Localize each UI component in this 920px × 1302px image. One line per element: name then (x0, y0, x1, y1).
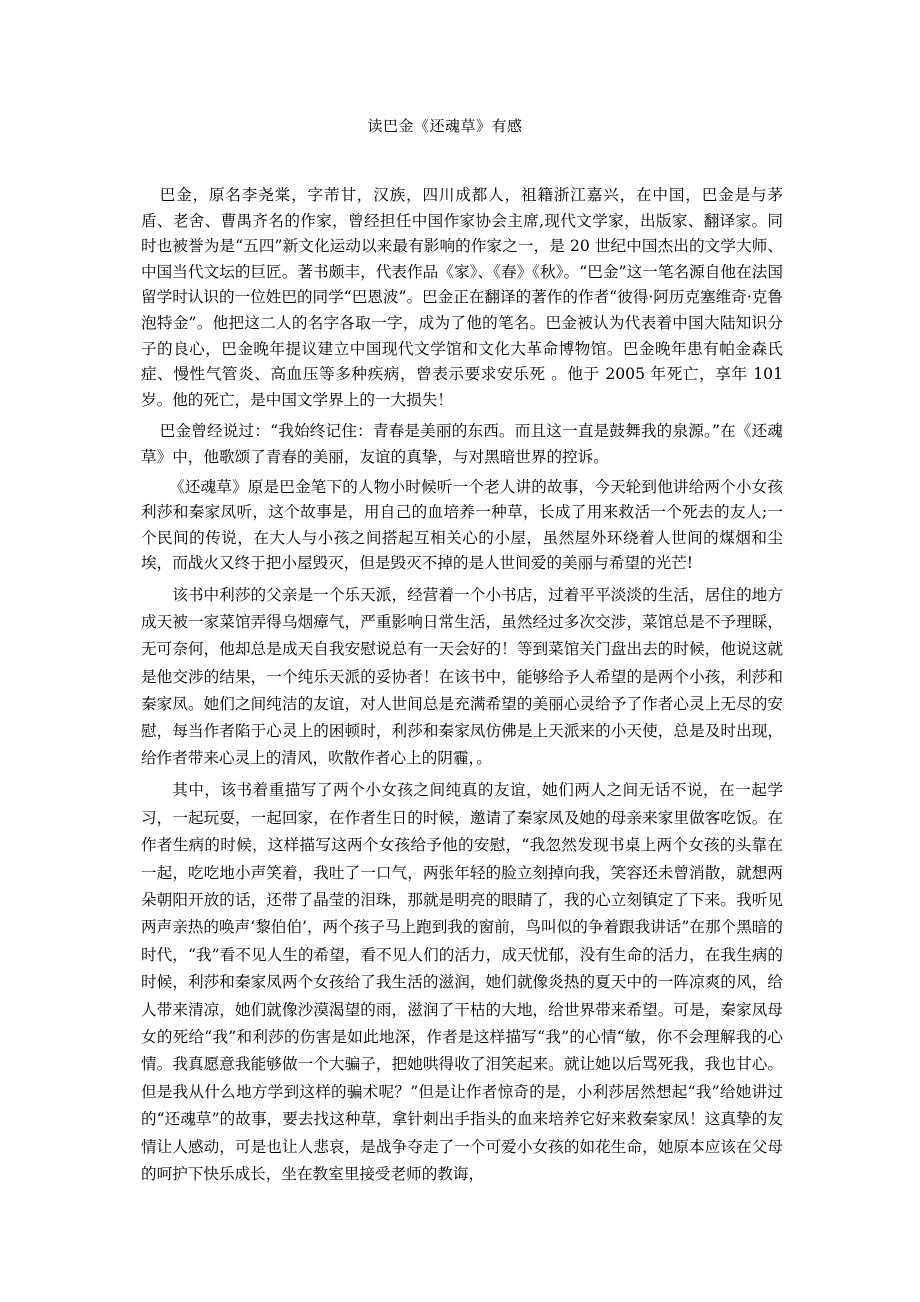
document-title: 读巴金《还魂草》有感 (367, 117, 523, 135)
paragraph-friendship: 其中，该书着重描写了两个小女孩之间纯真的友谊，她们两人之间无话不说，在一起学习，一起玩耍，一起回家，在作者生日的时候，邀请了秦家凤及她的母亲来家里做客吃饭。在作者生病的时候，这样描写这两个女孩给予他的安慰，“我忽然发现书桌上两个女孩的头靠在一起，吃吃地小声笑着，我吐了一口气，两张年轻的脸立刻掉向我，笑容还未曾消散，就想两朵朝阳开放的话，还带了晶莹的泪珠，那就是明亮的眼睛了，我的心立刻镇定了下来。我听见两声亲热的唤声‘黎伯伯’，两个孩子马上跑到我的窗前，鸟叫似的争着跟我讲话”在那个黑暗的时代，“我”看不见人生的希望，看不见人们的活力，成天忧郁，没有生命的活力，在我生病的时候，利莎和秦家凤两个女孩给了我生活的滋润，她们就像炎热的夏天中的一阵凉爽的风，给人带来清凉，她们就像沙漠渴望的雨，滋润了干枯的大地，给世界带来希望。可是，秦家凤母女的死给“我”和利莎的伤害是如此地深，作者是这样描写“我”的心情“敏，你不会理解我的心情。我真愿意我能够做一个大骗子，把她哄得收了泪笑起来。就让她以后骂死我，我也甘心。但是我从什么地方学到这样的骗术呢？”但是让作者惊奇的是，小利莎居然想起“我”给她讲过的“还魂草”的故事，要去找这种草，拿针刺出手指头的血来培养它好来救秦家凤！这真挚的友情让人感动，可是也让人悲哀，是战争夺走了一个可爱小女孩的如花生命，她原本应该在父母的呵护下快乐成长，坐在教室里接受老师的教诲， (141, 781, 783, 1184)
paragraph-father: 该书中利莎的父亲是一个乐天派，经营着一个小书店，过着平平淡淡的生活，居住的地方成天被一家菜馆弄得乌烟瘴气，严重影响日常生活，虽然经过多次交涉，菜馆总是不予理睬，无可奈何，他却总是成天自我安慰说总有一天会好的！等到菜馆关门盘出去的时候，他说这就是他交涉的结果，一个纯乐天派的妥协者！在该书中，能够给予人希望的是两个小孩，利莎和秦家凤。她们之间纯洁的友谊，对人世间总是充满希望的美丽心灵给予了作者心灵上无尽的安慰，每当作者陷于心灵上的困顿时，利莎和秦家凤仿佛是上天派来的小天使，总是及时出现，给作者带来心灵上的清风，吹散作者心上的阴霾，。 (141, 585, 783, 768)
document-body (141, 183, 783, 1188)
paragraph-story: 《还魂草》原是巴金笔下的人物小时候听一个老人讲的故事，今天轮到他讲给两个小女孩利莎和秦家凤听，这个故事是，用自己的血培养一种草，长成了用来救活一个死去的友人;一个民间的传说，在大人与小孩之间搭起互相关心的小屋，虽然屋外环绕着人世间的煤烟和尘埃，而战火又终于把小屋毁灭，但是毁灭不掉的是人世间爱的美丽与希望的光芒! (141, 477, 783, 573)
paragraph-intro: 巴金，原名李尧棠，字芾甘，汉族，四川成都人，祖籍浙江嘉兴，在中国，巴金是与茅盾、老舍、曹禺齐名的作家，曾经担任中国作家协会主席,现代文学家，出版家、翻译家。同时也被誉为是“五四”新文化运动以来最有影响的作家之一，是 20 世纪中国杰出的文学大师、中国当代文坛的巨匠。著书颇丰，代表作品《家》、《春》《秋》。“巴金”这一笔名源自他在法国留学时认识的一位姓巴的同学“巴恩波”。巴金正在翻译的著作的作者“彼得·阿历克塞维奇·克鲁泡特金”。他把这二人的名字各取一字，成为了他的笔名。巴金被认为代表着中国大陆知识分子的良心，巴金晚年提议建立中国现代文学馆和文化大革命博物馆。巴金晚年患有帕金森氏症、慢性气管炎、高血压等多种疾病，曾表示要求安乐死 。他于 2005 年死亡，享年 101 岁。他的死亡，是中国文学界上的一大损失！ (141, 186, 783, 409)
paragraph-quote: 巴金曾经说过：“我始终记住：青春是美丽的东西。而且这一直是鼓舞我的泉源。”在《还魂草》中，他歌颂了青春的美丽，友谊的真挚，与对黑暗世界的控诉。 (141, 422, 783, 466)
